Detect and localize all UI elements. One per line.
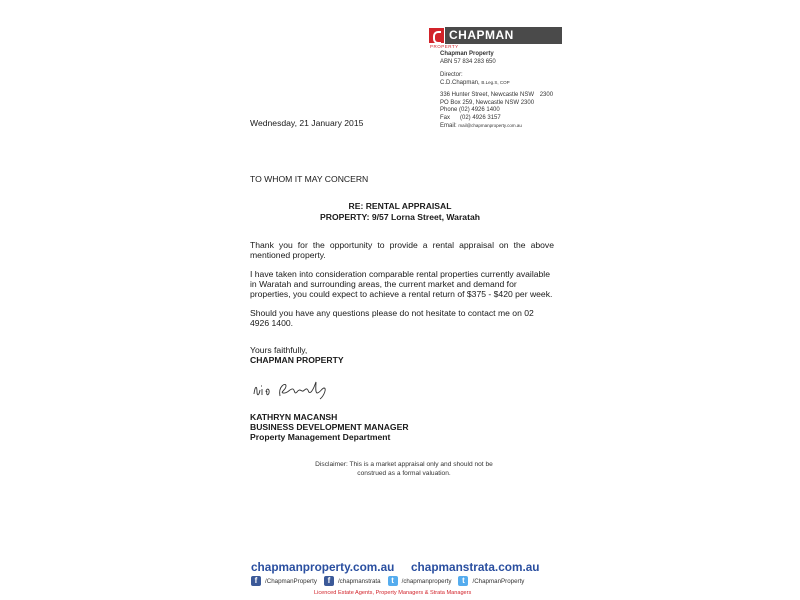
email-link[interactable]: mail@chapmanproperty.com.au	[458, 123, 522, 128]
social-twitter-chapmanproperty-2[interactable]: /ChapmanProperty	[472, 577, 525, 585]
phone: Phone (02) 4926 1400	[440, 107, 500, 113]
logo-subtitle: PROPERTY	[430, 44, 459, 49]
director-line	[440, 79, 510, 88]
disclaimer-line-2: construed as a formal valuation.	[357, 470, 451, 477]
letter-date: Wednesday, 21 January 2015	[250, 118, 364, 128]
signer-department: Property Management Department	[250, 432, 391, 442]
salutation: TO WHOM IT MAY CONCERN	[250, 174, 369, 184]
disclaimer	[250, 460, 558, 478]
paragraph-appraisal: I have taken into consideration comparable rental properties currently available in Waratah and surrounding areas, the current market and demand for properties, you could expect to achieve a rental return of $375 - $420 per week.	[250, 269, 553, 300]
twitter-icon: t	[458, 576, 468, 586]
social-links	[251, 576, 524, 586]
address-line-2: PO Box 259, Newcastle NSW 2300	[440, 99, 535, 106]
facebook-icon: f	[251, 576, 261, 586]
address-line-1	[440, 92, 553, 100]
chapman-logo	[428, 27, 562, 44]
property-line: PROPERTY: 9/57 Lorna Street, Waratah	[320, 211, 480, 222]
signer-name: KATHRYN MACANSH	[250, 412, 338, 422]
twitter-icon: t	[388, 576, 398, 586]
chapman-c-icon	[428, 27, 445, 44]
paragraph-contact: Should you have any questions please do not hesitate to contact me on 02 4926 1400.	[250, 308, 534, 329]
director-name: C.D.Chapman,	[440, 80, 480, 86]
footer-url-property[interactable]: chapmanproperty.com.au	[251, 560, 395, 574]
director-qualifications: B.Leg.S, COP	[481, 80, 510, 85]
street-postcode: 2300	[539, 92, 554, 98]
company-name: Chapman Property	[440, 51, 494, 57]
social-twitter-chapmanproperty[interactable]: /chapmanproperty	[401, 577, 452, 585]
signer-title: BUSINESS DEVELOPMENT MANAGER	[250, 422, 409, 432]
paragraph-thanks: Thank you for the opportunity to provide a rental appraisal on the above mentioned property.	[250, 240, 554, 261]
logo-name: CHAPMAN	[449, 28, 514, 42]
footer-url-strata[interactable]: chapmanstrata.com.au	[411, 560, 540, 574]
email-line	[440, 122, 522, 131]
social-facebook-chapmanproperty[interactable]: /ChapmanProperty	[265, 577, 317, 585]
director-label: Director:	[440, 72, 463, 78]
handwritten-signature	[250, 376, 350, 402]
abn: ABN 57 834 283 650	[440, 59, 496, 65]
fax: Fax (02) 4926 3157	[440, 114, 501, 121]
social-facebook-chapmanstrata[interactable]: /chapmanstrata	[337, 577, 381, 585]
street-address: 336 Hunter Street, Newcastle NSW	[440, 92, 535, 98]
closing-company: CHAPMAN PROPERTY	[250, 355, 344, 365]
disclaimer-line-1: Disclaimer: This is a market appraisal only and should not be	[315, 461, 493, 468]
facebook-icon: f	[324, 576, 334, 586]
re-line: RE: RENTAL APPRAISAL	[348, 201, 452, 211]
closing: Yours faithfully,	[250, 345, 308, 355]
email-label: Email:	[440, 123, 457, 129]
footer-tagline: Licenced Estate Agents, Property Managers & Strata Managers	[314, 590, 472, 596]
